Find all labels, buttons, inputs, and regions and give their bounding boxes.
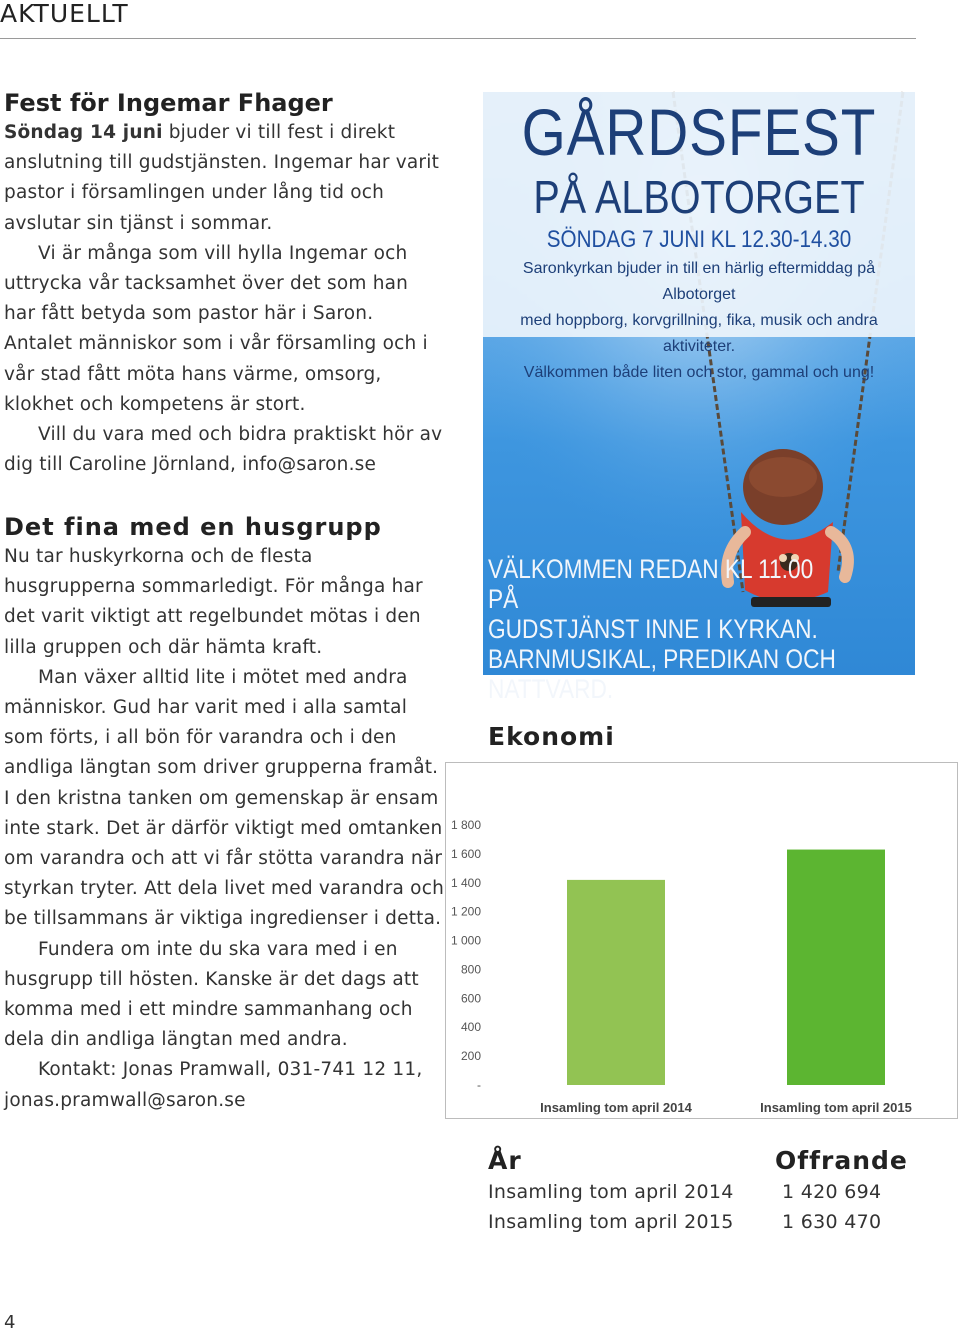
chart-bar	[567, 880, 665, 1085]
table-header-year: År	[488, 1146, 522, 1175]
article-paragraph: Vi är många som vill hylla Ingemar och uttrycka vår tacksamhet över det som han har fått betyda som pastor här i Saron. Antalet människor som i vår församling och i vår stad fått möta hans värme, omsorg, klokhet och kompetens är stort.	[4, 242, 428, 415]
poster-desc-line: med hoppborg, korvgrillning, fika, musik och andra aktiviteter.	[520, 312, 878, 355]
poster-description	[493, 256, 905, 386]
donation-bar-chart	[445, 762, 958, 1119]
poster-title: GÅRDSFEST	[521, 95, 877, 169]
x-category-label: Insamling tom april 2015	[760, 1100, 912, 1115]
article-lead-bold: Söndag 14 juni	[4, 122, 163, 143]
poster-desc-line: Välkommen både liten och stor, gammal och ung!	[523, 364, 875, 381]
poster-subtitle: PÅ ALBOTORGET	[533, 171, 865, 223]
article-title: Det fina med en husgrupp	[4, 513, 382, 541]
chart-bar	[787, 850, 885, 1085]
article-lead-text: bjuder vi till fest i direkt anslutning till gudstjänsten. Ingemar har varit pastor i församlingen under lång tid och avslutar sin tjänst i sommar.	[4, 122, 440, 234]
poster-welcome-line: NATTVARD.	[488, 674, 614, 704]
section-heading: AKTUELLT	[0, 0, 129, 28]
article-fest	[4, 88, 444, 480]
table-cell-year: Insamling tom april 2015	[488, 1211, 734, 1233]
poster-welcome-line: VÄLKOMMEN REDAN KL 11.00 PÅ	[488, 554, 814, 614]
table-cell-amount: 1 630 470	[782, 1211, 882, 1233]
header-rule	[0, 38, 916, 39]
article-paragraph: Man växer alltid lite i mötet med andra människor. Gud har varit med i alla samtal som förts, i all bön för varandra och i den andliga längtan som driver grupperna framåt. I den kristna tanken om gemenskap är ensam inte stark. Det är därför viktigt med omtanken om varandra och att vi får stötta varandra när styrkan tryter. Att dela livet med varandra och be tillsammans är viktiga ingredienser i detta.	[4, 666, 444, 930]
poster-welcome	[488, 554, 841, 704]
table-cell-year: Insamling tom april 2014	[488, 1181, 734, 1203]
poster-welcome-line: BARNMUSIKAL, PREDIKAN OCH	[488, 644, 836, 674]
article-paragraph: Vill du vara med och bidra praktiskt hör av dig till Caroline Jörnland, info@saron.se	[4, 424, 443, 476]
y-tick-label: 400	[460, 1020, 481, 1035]
chart-canvas	[446, 763, 957, 1118]
article-paragraph: Nu tar huskyrkorna och de flesta husgrupperna sommarledigt. För många har det varit viktigt att regelbundet mötas i den lilla gruppen och där hämta kraft.	[4, 546, 423, 658]
y-tick-label: 1 400	[450, 875, 481, 890]
y-tick-label: 1 000	[450, 933, 481, 948]
article-paragraph: Kontakt: Jonas Pramwall, 031-741 12 11, jonas.pramwall@saron.se	[4, 1059, 423, 1111]
y-tick-label: 200	[460, 1049, 481, 1064]
article-title: Fest för Ingemar Fhager	[4, 89, 333, 117]
poster-desc-line: Saronkyrkan bjuder in till en härlig eftermiddag på Albotorget	[522, 260, 876, 303]
ekonomi-heading: Ekonomi	[488, 722, 615, 751]
page-number: 4	[4, 1312, 16, 1333]
article-husgrupp	[4, 512, 444, 1116]
y-tick-label: 1 200	[450, 904, 481, 919]
x-category-label: Insamling tom april 2014	[540, 1100, 692, 1115]
y-tick-label: 600	[460, 991, 481, 1006]
article-paragraph: Fundera om inte du ska vara med i en husgrupp till hösten. Kanske är det dags att komma med i ett mindre sammanhang och dela din andliga längtan med andra.	[4, 938, 419, 1051]
y-tick-label: 1 800	[450, 818, 481, 832]
table-header-amount: Offrande	[775, 1146, 908, 1175]
y-tick-label: 1 600	[450, 846, 481, 861]
poster-date: SÖNDAG 7 JUNI KL 12.30-14.30	[546, 226, 852, 253]
gardsfest-poster	[483, 92, 915, 704]
y-tick-label: -	[477, 1078, 481, 1092]
y-tick-label: 800	[460, 962, 481, 977]
article-paragraph	[4, 118, 444, 239]
table-cell-amount: 1 420 694	[782, 1181, 882, 1203]
poster-welcome-line: GUDSTJÄNST INNE I KYRKAN.	[488, 614, 818, 644]
